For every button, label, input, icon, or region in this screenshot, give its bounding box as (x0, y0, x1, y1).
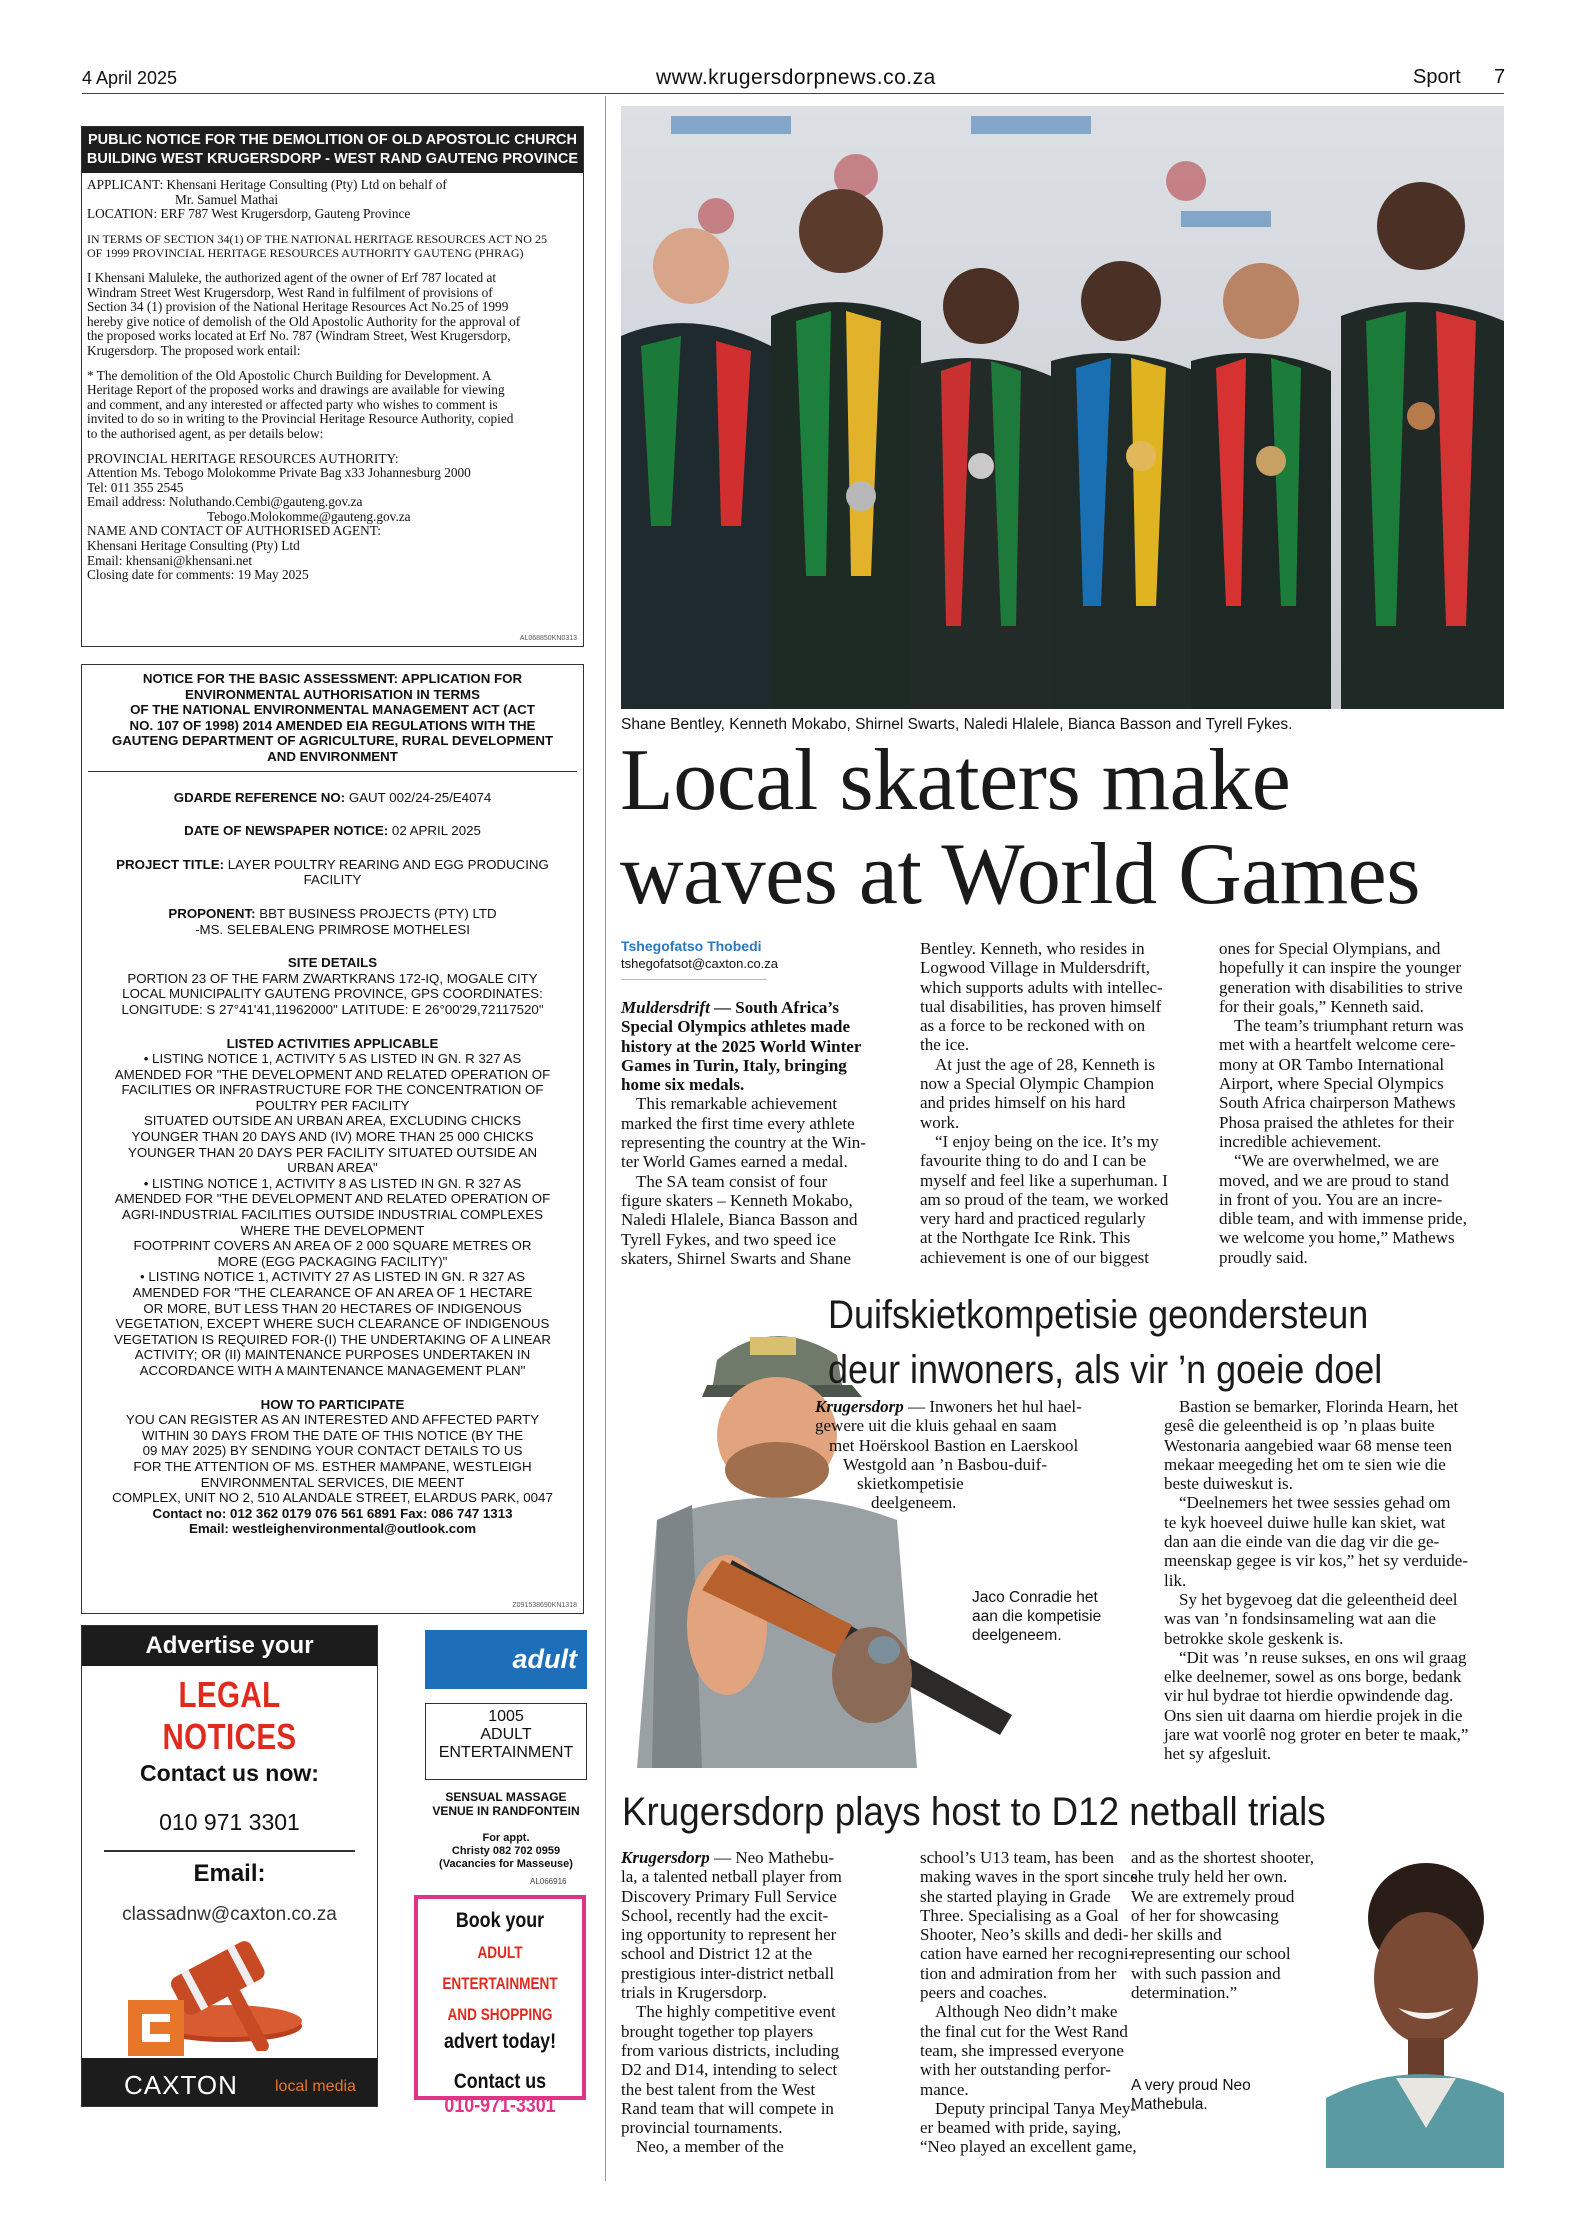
text-line: ACTIVITY; OR (II) MAINTENANCE PURPOSES UNDERTAKEN IN (134, 1347, 531, 1363)
text-line: VEGETATION IS REQUIRED FOR-(I) THE UNDERTAKING OF A LINEAR (114, 1331, 551, 1347)
legal-notices-advert (81, 1625, 378, 2107)
text-line: the ice. (920, 1035, 970, 1055)
text-line: trials in Krugersdorp. (621, 1983, 767, 2003)
text-line: her skills and (1131, 1925, 1222, 1945)
netball-player-photo (1326, 1848, 1504, 2168)
advert-legal-notices: LEGAL NOTICES (162, 1674, 297, 1757)
text-line: am so proud of the team, we worked (920, 1189, 1169, 1209)
text-line: vir hul bydrae tot hierdie opwindende dag. (1164, 1686, 1454, 1706)
column-divider (605, 96, 606, 2181)
advert-email-label: Email: (193, 1860, 266, 1887)
text-line: determination.” (1131, 1983, 1238, 2003)
text-line: WITHIN 30 DAYS FROM THE DATE OF THIS NOTICE (BY THE (141, 1427, 524, 1443)
text-line: skaters, Shirnel Swarts and Shane (621, 1248, 851, 1268)
text-line: provincial tournaments. (621, 2118, 783, 2138)
text-line: COMPLEX, UNIT NO 2, 510 ALANDALE STREET, ELARDUS PARK, 0047 (112, 1490, 553, 1506)
text-line: MORE (EGG PACKAGING FACILITY)" (217, 1253, 448, 1269)
text-line: representing our school (1131, 1944, 1291, 1964)
header-rule (82, 93, 1504, 94)
byline-rule (621, 979, 767, 980)
caxton-logo-icon (128, 2000, 184, 2056)
how-to-participate-label: HOW TO PARTICIPATE (260, 1396, 405, 1412)
text-line: FOOTPRINT COVERS AN AREA OF 2 000 SQUARE METRES OR (133, 1238, 532, 1254)
text-line: We are extremely proud (1131, 1886, 1295, 1906)
text-line: la, a talented netball player from (621, 1867, 842, 1887)
text-line: Deputy principal Tanya Mey- (935, 2098, 1137, 2118)
text-line: FACILITIES OR INFRASTRUCTURE FOR THE CONCENTRATION OF (121, 1082, 544, 1098)
text-line: SITUATED OUTSIDE AN URBAN AREA, EXCLUDING CHICKS (143, 1113, 522, 1129)
text-line: she started playing in Grade (920, 1886, 1111, 1906)
advert-contact-label: Contact us now: (140, 1760, 319, 1786)
text-line: dan aan die einde van die dag vir die ge- (1164, 1532, 1440, 1552)
story3-dateline: Krugersdorp (621, 1848, 710, 1867)
advert-heading: Advertise your (82, 1626, 377, 1666)
text-span: — Inwoners het hul hael- (903, 1397, 1082, 1416)
text-line: At just the age of 28, Kenneth is (935, 1054, 1156, 1074)
text-line: skietkompetisie (857, 1474, 964, 1494)
notice-divider (88, 771, 577, 772)
text-line: Tyrell Fykes, and two speed ice (621, 1229, 837, 1249)
story3-column-1 (621, 1848, 911, 2157)
text-line: brought together top players (621, 2021, 814, 2041)
text-line: with her outstanding perfor- (920, 2060, 1111, 2080)
skaters-photo-caption: Shane Bentley, Kenneth Mokabo, Shirnel Swarts, Naledi Hlalele, Bianca Basson and Tyrell Fykes. (621, 716, 1293, 733)
text-line: Shooter, Neo’s skills and dedi- (920, 1925, 1129, 1945)
story1-headline: Local skaters make waves at World Games (620, 732, 1420, 923)
text-line: lik. (1164, 1570, 1187, 1590)
text-line: AMENDED FOR "THE CLEARANCE OF AN AREA OF 1 HECTARE (132, 1285, 533, 1300)
text-line: • LISTING NOTICE 1, ACTIVITY 5 AS LISTED IN GN. R 327 AS (143, 1051, 522, 1067)
text-line: Airport, where Special Olympics (1219, 1074, 1444, 1094)
text-line: The SA team consist of four (636, 1171, 828, 1191)
text-line: gesê die geleentheid is op ’n plaas buite (1164, 1416, 1435, 1436)
netball-photo-caption: A very proud Neo Mathebula. (1131, 2077, 1251, 2113)
appointment-info: For appt. Christy 082 702 0959 (Vacancies for Masseuse) (439, 1832, 573, 1870)
text-line: the best talent from the West (621, 2079, 816, 2099)
text-line: • LISTING NOTICE 1, ACTIVITY 8 AS LISTED IN GN. R 327 AS (143, 1175, 522, 1191)
text-line: myself and feel like a superhuman. I (920, 1170, 1168, 1190)
text-line: Three. Specialising as a Goal (920, 1905, 1119, 1925)
story2-headline: Duifskietkompetisie geondersteun deur inwoners, als vir ’n goeie doel (828, 1293, 1383, 1392)
story1-column-1: Muldersdrift — South Africa’s Special Olympics athletes made history at the 2025 World Winter Games in Turin, Italy, bringing home six medals. This remarkable achievement marked the first time every athlete representing the country at the Win- ter World Games earned a medal. The SA team consist of four figure skaters – Kenneth Mokabo, Naledi Hlalele, Bianca Basson and Tyrell Fykes, and two speed ice skaters, Shirnel Swarts and Shane (621, 998, 915, 1268)
text-line: ones for Special Olympians, and (1219, 939, 1441, 958)
skaters-photo-image (621, 106, 1504, 709)
text-line: and as the shortest shooter, (1131, 1848, 1314, 1867)
text-line: Bastion se bemarker, Florinda Hearn, het (1179, 1397, 1459, 1416)
caxton-wordmark: CAXTON (124, 2070, 238, 2100)
text-line: YOUNGER THAN 20 DAYS AND (IV) MORE THAN 25 000 CHICKS (131, 1129, 534, 1145)
story1-column-2 (920, 939, 1210, 1267)
text-line: mony at OR Tambo International (1219, 1054, 1445, 1074)
text-line: proudly said. (1219, 1247, 1308, 1267)
text-line: ACCORDANCE WITH A MAINTENANCE MANAGEMENT PLAN" (139, 1362, 526, 1378)
adult-label: adult (512, 1644, 577, 1674)
text-line: The highly competitive event (636, 2002, 836, 2022)
how-to-participate (82, 1397, 583, 1537)
text-line: AMENDED FOR "THE DEVELOPMENT AND RELATED OPERATION OF (114, 1066, 551, 1082)
agent-statement: I Khensani Maluleke, the authorized agent of the owner of Erf 787 located at Windram Street West Krugersdorp, West Rand in fulfilment of provisions of Section 34 (1) provision of the National Heritage Resources Act No.25 of 1999 hereby give notice of demolish of the Old Apostolic Authority for the approval of the proposed works located at Erf No. 787 (Windram Street, West Krugersdorp, Krugersdorp. The proposed work entail: (87, 269, 521, 358)
text-line: Discovery Primary Full Service (621, 1886, 837, 1906)
text-line: WHERE THE DEVELOPMENT (240, 1222, 425, 1238)
text-line: betrokke skole geskenk is. (1164, 1628, 1344, 1648)
text-line: meenskap gegee is vir kos,” het sy verduide- (1164, 1551, 1469, 1571)
text-line: FOR THE ATTENTION OF MS. ESTHER MAMPANE, WESTLEIGH (133, 1458, 532, 1474)
text-line: mekaar meegeding het om te sien wie die (1164, 1454, 1446, 1474)
text-line: AMENDED FOR "THE DEVELOPMENT AND RELATED OPERATION OF (114, 1191, 551, 1207)
listed-activities (82, 1036, 583, 1379)
text-line: cation have earned her recogni- (920, 1944, 1135, 1964)
text-line: ter World Games earned a medal. (621, 1152, 848, 1172)
story1-lead: Muldersdrift — South Africa’s (621, 998, 840, 1017)
caxton-banner (82, 2058, 378, 2107)
text-line: deelgeneem. (871, 1493, 957, 1513)
skaters-photo (621, 106, 1504, 709)
text-line: we welcome you home,” Mathews (1219, 1228, 1455, 1248)
demolition-notice-body (82, 178, 583, 583)
text-line: er beamed with pride, saying, (920, 2118, 1122, 2138)
text-line: favourite thing to do and I can be (920, 1151, 1147, 1171)
text-line: Logwood Village in Muldersdrift, (920, 958, 1151, 978)
contact-line[interactable]: Contact no: 012 362 0179 076 561 6891 Fax: 086 747 1313 (152, 1505, 513, 1521)
text-line: Rand team that will compete in (621, 2098, 834, 2118)
text-line: was van ’n fondsinsameling wat aan die (1164, 1609, 1436, 1629)
text-line (815, 1397, 1135, 1416)
demolition-statement: * The demolition of the Old Apostolic Church Building for Development. A Heritage Report of the proposed works and drawings are available for viewing and comment, and any interested or affected party who wishes to comment is invited to do so in writing to the Provincial Heritage Resource Authority, copied to the authorised agent, as per details below: (87, 367, 514, 441)
text-span: — Neo Mathebu- (709, 1848, 834, 1867)
text-line: the final cut for the West Rand (920, 2021, 1128, 2041)
story3-headline: Krugersdorp plays host to D12 netball trials (622, 1790, 1326, 1834)
issue-date: 4 April 2025 (82, 68, 178, 88)
text-line: dible team, and with immense pride, (1219, 1209, 1467, 1229)
text-line: very hard and practiced regularly (920, 1209, 1146, 1229)
text-line: Ons sien uit daarna om hierdie projek in die (1164, 1705, 1463, 1725)
text-line: for their goals,” Kenneth said. (1219, 996, 1424, 1016)
text-line: D2 and D14, intending to select (621, 2060, 838, 2080)
text-line: jare wat voorlê nog groter en beter te maak,” (1164, 1725, 1469, 1745)
text-line: POULTRY PER FACILITY (255, 1097, 410, 1113)
text-line: Sy het bygevoeg dat die geleentheid deel (1179, 1589, 1458, 1609)
text-line: from various districts, including (621, 2040, 840, 2060)
text-line: hopefully it can inspire the younger (1219, 958, 1462, 978)
text-line: Westgold aan ’n Basbou-duif- (843, 1454, 1047, 1474)
notice-date: DATE OF NEWSPAPER NOTICE: 02 APRIL 2025 (184, 823, 481, 839)
notice-code: Z091538690KN1318 (512, 1602, 577, 1609)
text-line: prestigious inter-district netball (621, 1963, 835, 1983)
text-line: YOU CAN REGISTER AS AN INTERESTED AND AFFECTED PARTY (125, 1412, 540, 1428)
demolition-notice-title: PUBLIC NOTICE FOR THE DEMOLITION OF OLD APOSTOLIC CHURCH BUILDING WEST KRUGERSDORP - WEST RAND GAUTENG PROVINCE (82, 127, 583, 173)
text-line: Phosa praised the athletes for their (1219, 1112, 1454, 1132)
text-line: making waves in the sport since (920, 1867, 1138, 1887)
text-line: work. (920, 1112, 960, 1132)
text-line: ing opportunity to represent her (621, 1925, 837, 1945)
text-line: This remarkable achievement (636, 1094, 838, 1114)
text-line: Naledi Hlalele, Bianca Basson and (621, 1210, 858, 1230)
section-block: IN TERMS OF SECTION 34(1) OF THE NATIONAL HERITAGE RESOURCES ACT NO 25 OF 1999 PROVINCIAL HERITAGE RESOURCES AUTHORITY GAUTENG (PHRAG) (87, 231, 547, 261)
text-line: and prides himself on his hard (920, 1093, 1126, 1113)
text-line (621, 1848, 911, 1867)
text-line: te kyk hoeveel duiwe hulle kan skiet, wat (1164, 1512, 1446, 1532)
text-line: Although Neo didn’t make (935, 2002, 1118, 2022)
text-line: YOUNGER THAN 20 DAYS PER FACILITY SITUATED OUTSIDE AN (127, 1144, 538, 1160)
text-line: elke deelnemer, sowel as ons borge, bedank (1164, 1667, 1462, 1687)
demolition-notice (81, 126, 584, 647)
environmental-notice (81, 664, 584, 1614)
ad-code: AL066916 (530, 1877, 567, 1886)
text-line: generation with disabilities to strive (1219, 977, 1463, 997)
text-line: incredible achievement. (1219, 1131, 1382, 1151)
site-url[interactable]: www.krugersdorpnews.co.za (656, 66, 936, 89)
text-line: moved, and we are proud to stand (1219, 1170, 1449, 1190)
text-line: tual disabilities, has proven himself (920, 996, 1162, 1016)
byline-email[interactable]: tshegofatsot@caxton.co.za (621, 956, 779, 971)
applicant-block: APPLICANT: Khensani Heritage Consulting (Pty) Ltd on behalf of Mr. Samuel Mathai LOCATION: ERF 787 West Krugersdorp, Gauteng Province (87, 177, 447, 222)
adult-entertainment-box: 1005 ADULT ENTERTAINMENT (425, 1703, 587, 1780)
story2-column-1 (815, 1397, 1135, 1513)
text-line: met Hoërskool Bastion en Laerskool (829, 1435, 1079, 1455)
text-line: “Dit was ’n reuse sukses, en ons wil graag (1179, 1647, 1467, 1667)
text-line: as a force to be reckoned with on (920, 1016, 1146, 1036)
text-line: school and District 12 at the (621, 1944, 813, 1964)
text-line: met with a heartfelt welcome cere- (1219, 1035, 1456, 1055)
shooter-photo-caption: Jaco Conradie het aan die kompetisie deelgeneem. (972, 1589, 1102, 1644)
text-line: “Deelnemers het twee sessies gehad om (1179, 1493, 1451, 1513)
advert-phone[interactable]: 010 971 3301 (159, 1809, 300, 1835)
text-line: Neo, a member of the (636, 2137, 784, 2157)
text-line: ENVIRONMENTAL SERVICES, DIE MEENT (200, 1474, 465, 1490)
sensual-massage-ad: SENSUAL MASSAGE VENUE IN RANDFONTEIN (432, 1790, 580, 1818)
text-line: with such passion and (1131, 1963, 1281, 1983)
story3-column-3 (1131, 1848, 1341, 2002)
environmental-notice-title: NOTICE FOR THE BASIC ASSESSMENT: APPLICATION FOR ENVIRONMENTAL AUTHORISATION IN TERMS OF THE NATIONAL ENVIRONMENTAL MANAGEMENT ACT (ACT NO. 107 OF 1998) 2014 AMENDED EIA REGULATIONS WITH THE GAUTENG DEPARTMENT OF AGRICULTURE, RURAL DEVELOPMENT AND ENVIRONMENT (111, 671, 554, 764)
authority-contacts: PROVINCIAL HERITAGE RESOURCES AUTHORITY: Attention Ms. Tebogo Molokomme Private Bag x33 Johannesburg 2000 Tel: 011 355 2545 Email address: Noluthando.Cembi@gauteng.gov.za Tebogo.Molokomme@gauteng.gov.za NAME AND CONTACT OF AUTHORISED AGENT: Khensani Heritage Consulting (Pty) Ltd Email: khensani@khensani.net Closing date for comments: 19 May 2025 (87, 450, 471, 583)
text-line: Westonaria aangebied waar 68 mense teen (1164, 1435, 1452, 1455)
text-line: “Neo played an excellent game, (920, 2137, 1137, 2157)
gdarde-reference: GDARDE REFERENCE NO: GAUT 002/24-25/E4074 (173, 789, 492, 805)
text-line: of her for showcasing (1131, 1905, 1279, 1925)
contact-line[interactable]: Email: westleighenvironmental@outlook.com (188, 1521, 477, 1537)
text-line: • LISTING NOTICE 1, ACTIVITY 27 AS LISTED IN GN. R 327 AS (140, 1269, 525, 1285)
netball-player-image (1326, 1848, 1504, 2168)
text-line: representing the country at the Win- (621, 1133, 866, 1153)
byline-author: Tshegofatso Thobedi (621, 938, 762, 954)
story1-column-3 (1219, 939, 1509, 1267)
adult-banner (425, 1630, 587, 1689)
caxton-subtitle: local media (275, 2078, 356, 2095)
text-line: peers and coaches. (920, 1983, 1047, 2003)
text-line: The team’s triumphant return was (1234, 1016, 1464, 1036)
text-line: South Africa chairperson Mathews (1219, 1093, 1456, 1113)
page-number: 7 (1494, 66, 1506, 88)
text-line: she truly held her own. (1131, 1867, 1288, 1887)
text-line: now a Special Olympic Champion (920, 1074, 1155, 1094)
story1-column-1-body (621, 1094, 915, 1268)
text-line: achievement is one of our biggest (920, 1247, 1149, 1267)
text-line: figure skaters – Kenneth Mokabo, (621, 1190, 853, 1210)
text-line: Bentley. Kenneth, who resides in (920, 939, 1145, 958)
text-line: team, she impressed everyone (920, 2040, 1124, 2060)
text-line: school’s U13 team, has been (920, 1848, 1115, 1867)
story2-dateline: Krugersdorp (815, 1397, 904, 1416)
text-line: 09 MAY 2025) BY SENDING YOUR CONTACT DETAILS TO US (142, 1443, 523, 1459)
text-line: in front of you. You are an incre- (1219, 1189, 1443, 1209)
text-line: which supports adults with intellec- (920, 977, 1163, 997)
text-line: gewere uit die kluis gehaal en saam (815, 1416, 1057, 1436)
text-line: marked the first time every athlete (621, 1113, 855, 1133)
advert-divider (104, 1850, 355, 1852)
text-line: “We are overwhelmed, we are (1234, 1151, 1439, 1171)
story2-column-2 (1164, 1397, 1504, 1764)
text-line: AGRI-INDUSTRIAL FACILITIES OUTSIDE INDUSTRIAL COMPLEXES (122, 1207, 543, 1223)
text-line: tion and admiration from her (920, 1963, 1117, 1983)
advert-email[interactable]: classadnw@caxton.co.za (122, 1904, 337, 1925)
text-line: OR MORE, BUT LESS THAN 20 HECTARES OF INDIGENOUS (143, 1300, 522, 1316)
book-advert-box: Book your ADULT ENTERTAINMENT AND SHOPPING advert today! Contact us 010-971-3301 (414, 1895, 586, 2100)
project-title: PROJECT TITLE: LAYER POULTRY REARING AND EGG PRODUCING FACILITY (116, 856, 549, 888)
text-line: VEGETATION, EXCEPT WHERE SUCH CLEARANCE OF INDIGENOUS (115, 1316, 550, 1332)
text-line: “I enjoy being on the ice. It’s my (935, 1131, 1159, 1151)
text-line: mance. (920, 2079, 969, 2099)
section-name: Sport (1413, 66, 1461, 88)
listed-activities-label: LISTED ACTIVITIES APPLICABLE (226, 1035, 439, 1051)
proponent: PROPONENT: BBT BUSINESS PROJECTS (PTY) LTD -MS. SELEBALENG PRIMROSE MOTHELESI (168, 905, 497, 937)
text-line: beste duiweskut is. (1164, 1474, 1293, 1494)
text-line: URBAN AREA" (287, 1160, 378, 1176)
site-details: SITE DETAILS PORTION 23 OF THE FARM ZWARTKRANS 172-IQ, MOGALE CITY LOCAL MUNICIPALITY GAUTENG PROVINCE, GPS COORDINATES: LONGITUDE: S 27°41'41,11962000" LATITUDE: E 26°00'29,72117520" (121, 955, 544, 1017)
text-line: School, recently had the excit- (621, 1905, 829, 1925)
text-line: het sy afgesluit. (1164, 1744, 1272, 1764)
notice-code: AL068850KN0313 (519, 635, 577, 642)
text-line: at the Northgate Ice Rink. This (920, 1228, 1131, 1248)
